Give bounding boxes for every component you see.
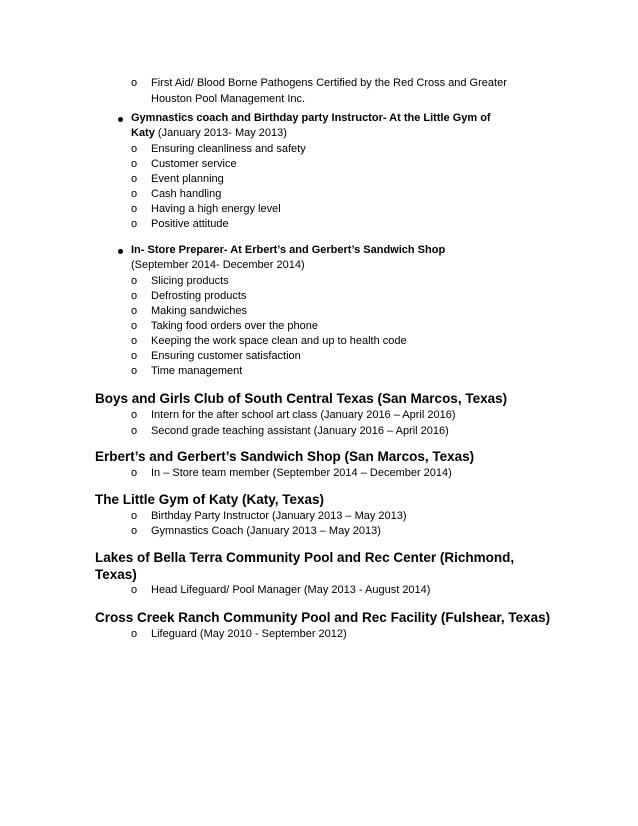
list-item: Gymnastics Coach (January 2013 – May 2013) [151, 525, 381, 537]
sub-bullet-marker: o [131, 525, 138, 537]
sub-bullet-marker: o [131, 335, 138, 347]
bullet-icon [118, 249, 123, 254]
org-heading-line2: Texas) [95, 567, 137, 582]
sub-bullet-marker: o [131, 203, 138, 215]
sub-bullet-marker: o [131, 173, 138, 185]
job-title-bold: Katy [131, 127, 155, 139]
org-heading: Boys and Girls Club of South Central Texas (San Marcos, Texas) [95, 391, 508, 406]
job-title-line2 [131, 126, 287, 141]
org-heading: Lakes of Bella Terra Community Pool and Rec Center (Richmond, [95, 550, 515, 565]
sub-bullet-marker: o [131, 365, 138, 377]
org-heading: Cross Creek Ranch Community Pool and Rec Facility (Fulshear, Texas) [95, 610, 551, 625]
sub-bullet-marker: o [131, 409, 138, 421]
sub-bullet-marker: o [131, 143, 138, 155]
sub-bullet-marker: o [131, 188, 138, 200]
bullet-icon [118, 117, 123, 122]
job-dates: (September 2014- December 2014) [131, 259, 305, 271]
list-item: Positive attitude [151, 218, 229, 230]
org-heading: Erbert’s and Gerbert’s Sandwich Shop (San Marcos, Texas) [95, 449, 475, 464]
list-item: Event planning [151, 173, 224, 185]
list-item: Ensuring customer satisfaction [151, 350, 301, 362]
list-item: Slicing products [151, 275, 229, 287]
sub-bullet-marker: o [131, 628, 138, 640]
sub-bullet-marker: o [131, 77, 138, 89]
sub-bullet-marker: o [131, 290, 138, 302]
sub-bullet-marker: o [131, 320, 138, 332]
sub-bullet-marker: o [131, 305, 138, 317]
list-item: Making sandwiches [151, 305, 247, 317]
list-item: Intern for the after school art class (January 2016 – April 2016) [151, 409, 456, 421]
list-item: Time management [151, 365, 243, 377]
job-title: In- Store Preparer- At Erbert’s and Gerbert’s Sandwich Shop [131, 244, 446, 256]
list-item: Defrosting products [151, 290, 247, 302]
sub-bullet-marker: o [131, 510, 138, 522]
sub-bullet-marker: o [131, 425, 138, 437]
list-item: First Aid/ Blood Borne Pathogens Certified by the Red Cross and Greater [151, 77, 507, 89]
sub-bullet-marker: o [131, 350, 138, 362]
job-dates: (January 2013- May 2013) [157, 127, 287, 139]
list-item: Customer service [151, 158, 237, 170]
org-heading: The Little Gym of Katy (Katy, Texas) [95, 492, 325, 507]
list-item: Cash handling [151, 188, 222, 200]
sub-bullet-marker: o [131, 584, 138, 596]
list-item: Houston Pool Management Inc. [151, 93, 306, 105]
sub-bullet-marker: o [131, 467, 138, 479]
list-item: Ensuring cleanliness and safety [151, 143, 306, 155]
list-item: Birthday Party Instructor (January 2013 – May 2013) [151, 510, 407, 522]
list-item: Keeping the work space clean and up to health code [151, 335, 407, 347]
list-item: Lifeguard (May 2010 - September 2012) [151, 628, 347, 640]
list-item: Taking food orders over the phone [151, 320, 318, 332]
sub-bullet-marker: o [131, 158, 138, 170]
job-title: Gymnastics coach and Birthday party Instructor- At the Little Gym of [131, 112, 491, 124]
list-item: Having a high energy level [151, 203, 281, 215]
list-item: In – Store team member (September 2014 – December 2014) [151, 467, 452, 479]
list-item: Head Lifeguard/ Pool Manager (May 2013 - August 2014) [151, 584, 431, 596]
sub-bullet-marker: o [131, 275, 138, 287]
sub-bullet-marker: o [131, 218, 138, 230]
list-item: Second grade teaching assistant (January 2016 – April 2016) [151, 425, 449, 437]
